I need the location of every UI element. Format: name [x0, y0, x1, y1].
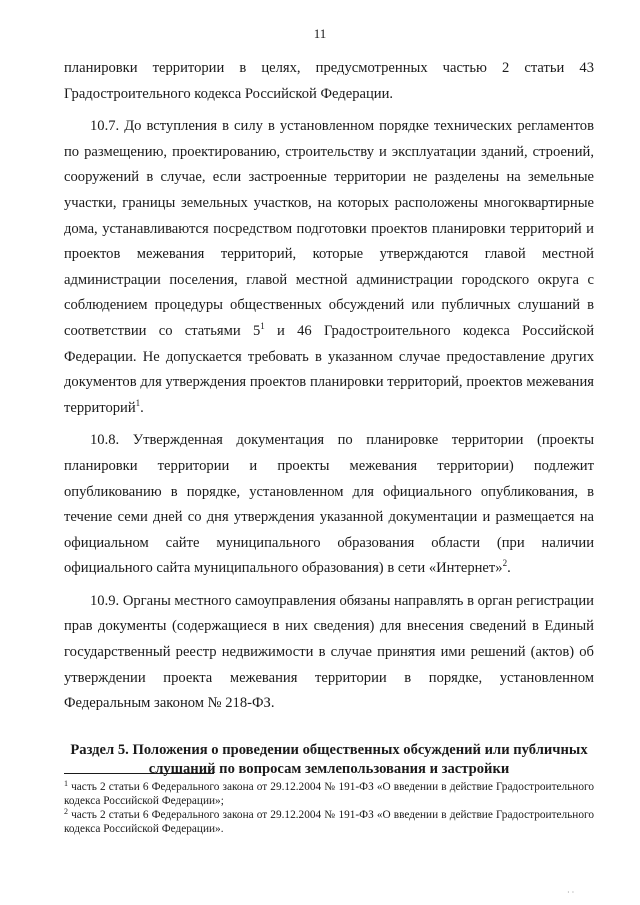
footnote-mark: 2 — [64, 807, 68, 816]
paragraph-10-7-end: . — [140, 399, 144, 416]
footnote-text: часть 2 статьи 6 Федерального закона от 29.12.2004 № 191-ФЗ «О введении в действие Градостроительного кодекса Российской Федерации»; — [64, 781, 594, 807]
footnote-divider — [64, 773, 214, 774]
paragraph-10-7-tail: и 46 Градостроительного кодекса Российской Федерации. Не допускается требовать в указанном случае предоставление других документов для утверждения проектов планировки территорий, проектов межевания территорий — [64, 322, 595, 416]
paragraph-10-9: 10.9. Органы местного самоуправления обязаны направлять в орган регистрации прав документы (содержащиеся в них сведения) для внесения сведений в Единый государственный реестр недвижимости в случае принятия ими решений (актов) об утверждении проекта межевания территории в порядке, установленном Федеральным законом № 218-ФЗ. — [64, 592, 594, 712]
paragraph-10-7 — [64, 114, 594, 421]
footnote-ref-1: 1 — [135, 397, 141, 408]
document-body — [64, 56, 594, 779]
footnote-ref-2: 2 — [502, 558, 508, 569]
paragraph-10-8-end: . — [507, 560, 511, 577]
footnote-mark: 1 — [64, 779, 68, 788]
paragraph-10-8 — [64, 428, 594, 582]
paragraph-10-8-text: 10.8. Утвержденная документация по планировке территории (проекты планировки территории и проекты межевания территории) подлежит опубликованию в порядке, установленном для официального опубликования, в течение семи дней со дня утверждения указанной документации и размещается на официальном сайте муниципального образования области (при наличии официального сайта муниципального образования) в сети «Интернет» — [64, 432, 594, 577]
article-superscript: 1 — [260, 320, 265, 331]
footnote-1 — [64, 780, 594, 808]
page-number: 11 — [313, 26, 327, 41]
paragraph-continuation: планировки территории в целях, предусмотренных частью 2 статьи 43 Градостроительного кодекса Российской Федерации. — [64, 60, 594, 102]
footnote-text: часть 2 статьи 6 Федерального закона от 29.12.2004 № 191-ФЗ «О введении в действие Градостроительного кодекса Российской Федерации». — [64, 809, 594, 835]
paragraph-10-7-text: 10.7. До вступления в силу в установленном порядке технических регламентов по размещению, проектированию, строительству и эксплуатации зданий, строений, сооружений в случае, если застроенные территории не разделены на земельные участки, границы земельных участков, на которых расположены многоквартирные дома, устанавливаются посредством подготовки проектов планировки территорий и проектов межевания территорий, которые утверждаются главой местной администрации поселения, главой местной администрации городского округа с соблюдением процедуры общественных обсуждений или публичных слушаний в соответствии со статьями 5 — [64, 118, 594, 339]
corner-mark: · · — [567, 888, 575, 897]
footnote-2 — [64, 808, 594, 836]
footnotes — [64, 780, 594, 836]
section-heading: Раздел 5. Положения о проведении общественных обсуждений или публичных слушаний по вопросам землепользования и застройки — [70, 741, 588, 777]
